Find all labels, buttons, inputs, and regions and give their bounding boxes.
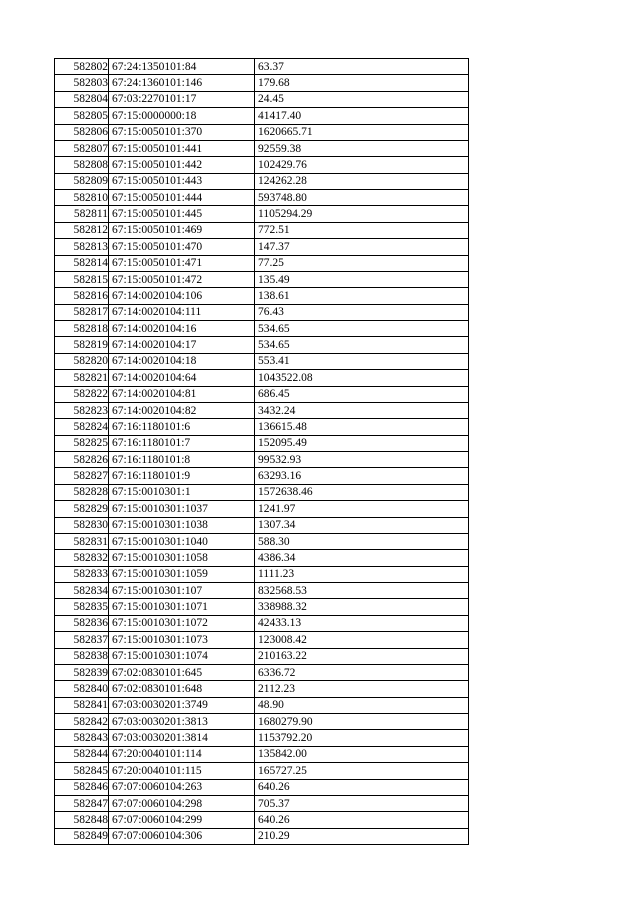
cadastral-number-cell: 67:15:0050101:469 (109, 222, 255, 238)
amount-cell: 1572638.46 (255, 484, 469, 500)
row-number-cell: 582809 (55, 173, 109, 189)
table-row (55, 550, 469, 566)
cadastral-number-cell: 67:15:0050101:472 (109, 271, 255, 287)
cadastral-number-cell: 67:14:0020104:16 (109, 321, 255, 337)
amount-cell: 24.45 (255, 91, 469, 107)
table-row (55, 321, 469, 337)
table-row (55, 828, 469, 844)
amount-cell: 179.68 (255, 75, 469, 91)
row-number-cell: 582804 (55, 91, 109, 107)
cadastral-number-cell: 67:15:0010301:1040 (109, 533, 255, 549)
table-row (55, 615, 469, 631)
row-number-cell: 582813 (55, 239, 109, 255)
row-number-cell: 582818 (55, 321, 109, 337)
cadastral-number-cell: 67:15:0000000:18 (109, 108, 255, 124)
row-number-cell: 582803 (55, 75, 109, 91)
cadastral-number-cell: 67:24:1360101:146 (109, 75, 255, 91)
amount-cell: 124262.28 (255, 173, 469, 189)
table-row (55, 255, 469, 271)
amount-cell: 92559.38 (255, 140, 469, 156)
amount-cell: 136615.48 (255, 419, 469, 435)
amount-cell: 42433.13 (255, 615, 469, 631)
table-row (55, 157, 469, 173)
table-row (55, 501, 469, 517)
amount-cell: 6336.72 (255, 664, 469, 680)
table-row (55, 452, 469, 468)
table-row (55, 304, 469, 320)
amount-cell: 705.37 (255, 795, 469, 811)
cadastral-number-cell: 67:15:0010301:1038 (109, 517, 255, 533)
row-number-cell: 582821 (55, 370, 109, 386)
amount-cell: 640.26 (255, 779, 469, 795)
cadastral-number-cell: 67:07:0060104:299 (109, 812, 255, 828)
table-row (55, 124, 469, 140)
amount-cell: 640.26 (255, 812, 469, 828)
row-number-cell: 582802 (55, 59, 109, 75)
amount-cell: 1241.97 (255, 501, 469, 517)
cadastral-number-cell: 67:14:0020104:18 (109, 353, 255, 369)
row-number-cell: 582840 (55, 681, 109, 697)
amount-cell: 123008.42 (255, 632, 469, 648)
table-row (55, 419, 469, 435)
amount-cell: 593748.80 (255, 190, 469, 206)
cadastral-number-cell: 67:15:0010301:1071 (109, 599, 255, 615)
row-number-cell: 582845 (55, 763, 109, 779)
table-row (55, 468, 469, 484)
amount-cell: 1111.23 (255, 566, 469, 582)
row-number-cell: 582820 (55, 353, 109, 369)
amount-cell: 102429.76 (255, 157, 469, 173)
cadastral-number-cell: 67:24:1350101:84 (109, 59, 255, 75)
row-number-cell: 582847 (55, 795, 109, 811)
cadastral-number-cell: 67:15:0050101:370 (109, 124, 255, 140)
amount-cell: 588.30 (255, 533, 469, 549)
table-row (55, 402, 469, 418)
cadastral-number-cell: 67:07:0060104:306 (109, 828, 255, 844)
amount-cell: 772.51 (255, 222, 469, 238)
amount-cell: 1680279.90 (255, 714, 469, 730)
amount-cell: 832568.53 (255, 583, 469, 599)
row-number-cell: 582827 (55, 468, 109, 484)
row-number-cell: 582830 (55, 517, 109, 533)
cadastral-number-cell: 67:16:1180101:7 (109, 435, 255, 451)
cadastral-number-cell: 67:15:0010301:107 (109, 583, 255, 599)
amount-cell: 138.61 (255, 288, 469, 304)
table-row (55, 714, 469, 730)
table-row (55, 288, 469, 304)
amount-cell: 63.37 (255, 59, 469, 75)
table-row (55, 75, 469, 91)
row-number-cell: 582810 (55, 190, 109, 206)
cadastral-number-cell: 67:15:0050101:441 (109, 140, 255, 156)
table-row (55, 140, 469, 156)
row-number-cell: 582833 (55, 566, 109, 582)
row-number-cell: 582842 (55, 714, 109, 730)
amount-cell: 147.37 (255, 239, 469, 255)
row-number-cell: 582815 (55, 271, 109, 287)
row-number-cell: 582835 (55, 599, 109, 615)
table-row (55, 812, 469, 828)
row-number-cell: 582843 (55, 730, 109, 746)
table-row (55, 599, 469, 615)
row-number-cell: 582834 (55, 583, 109, 599)
table-row (55, 779, 469, 795)
cadastral-number-cell: 67:15:0050101:471 (109, 255, 255, 271)
table-row (55, 517, 469, 533)
row-number-cell: 582839 (55, 664, 109, 680)
amount-cell: 2112.23 (255, 681, 469, 697)
row-number-cell: 582838 (55, 648, 109, 664)
cadastral-number-cell: 67:15:0010301:1 (109, 484, 255, 500)
table-row (55, 239, 469, 255)
cadastral-number-cell: 67:15:0010301:1059 (109, 566, 255, 582)
cadastral-number-cell: 67:02:0830101:648 (109, 681, 255, 697)
cadastral-number-cell: 67:14:0020104:111 (109, 304, 255, 320)
cadastral-number-cell: 67:14:0020104:82 (109, 402, 255, 418)
table-row (55, 664, 469, 680)
cadastral-number-cell: 67:14:0020104:17 (109, 337, 255, 353)
row-number-cell: 582817 (55, 304, 109, 320)
row-number-cell: 582811 (55, 206, 109, 222)
amount-cell: 1307.34 (255, 517, 469, 533)
amount-cell: 210163.22 (255, 648, 469, 664)
table-row (55, 566, 469, 582)
table-row (55, 484, 469, 500)
table-row (55, 370, 469, 386)
cadastral-number-cell: 67:15:0010301:1037 (109, 501, 255, 517)
row-number-cell: 582848 (55, 812, 109, 828)
table-row (55, 681, 469, 697)
table-row (55, 173, 469, 189)
amount-cell: 3432.24 (255, 402, 469, 418)
amount-cell: 165727.25 (255, 763, 469, 779)
table-row (55, 632, 469, 648)
amount-cell: 1620665.71 (255, 124, 469, 140)
cadastral-number-cell: 67:03:0030201:3813 (109, 714, 255, 730)
amount-cell: 77.25 (255, 255, 469, 271)
cadastral-number-cell: 67:02:0830101:645 (109, 664, 255, 680)
row-number-cell: 582812 (55, 222, 109, 238)
table-body (55, 59, 469, 845)
cadastral-number-cell: 67:16:1180101:8 (109, 452, 255, 468)
row-number-cell: 582831 (55, 533, 109, 549)
row-number-cell: 582832 (55, 550, 109, 566)
row-number-cell: 582808 (55, 157, 109, 173)
cadastral-number-cell: 67:14:0020104:106 (109, 288, 255, 304)
cadastral-number-cell: 67:14:0020104:81 (109, 386, 255, 402)
amount-cell: 41417.40 (255, 108, 469, 124)
table-row (55, 353, 469, 369)
table-row (55, 108, 469, 124)
amount-cell: 1153792.20 (255, 730, 469, 746)
cadastral-number-cell: 67:15:0050101:442 (109, 157, 255, 173)
row-number-cell: 582837 (55, 632, 109, 648)
cadastral-number-cell: 67:16:1180101:9 (109, 468, 255, 484)
table-row (55, 190, 469, 206)
cadastral-number-cell: 67:07:0060104:298 (109, 795, 255, 811)
cadastral-number-cell: 67:15:0050101:444 (109, 190, 255, 206)
table-row (55, 763, 469, 779)
cadastral-number-cell: 67:20:0040101:115 (109, 763, 255, 779)
table-row (55, 271, 469, 287)
table-row (55, 648, 469, 664)
cadastral-number-cell: 67:03:2270101:17 (109, 91, 255, 107)
row-number-cell: 582841 (55, 697, 109, 713)
row-number-cell: 582844 (55, 746, 109, 762)
table-row (55, 386, 469, 402)
amount-cell: 76.43 (255, 304, 469, 320)
amount-cell: 1105294.29 (255, 206, 469, 222)
amount-cell: 338988.32 (255, 599, 469, 615)
data-table (54, 58, 469, 845)
row-number-cell: 582806 (55, 124, 109, 140)
row-number-cell: 582836 (55, 615, 109, 631)
table-row (55, 435, 469, 451)
amount-cell: 63293.16 (255, 468, 469, 484)
table-row (55, 730, 469, 746)
row-number-cell: 582825 (55, 435, 109, 451)
cadastral-number-cell: 67:03:0030201:3814 (109, 730, 255, 746)
row-number-cell: 582828 (55, 484, 109, 500)
amount-cell: 534.65 (255, 337, 469, 353)
amount-cell: 48.90 (255, 697, 469, 713)
cadastral-number-cell: 67:15:0010301:1073 (109, 632, 255, 648)
cadastral-number-cell: 67:15:0050101:470 (109, 239, 255, 255)
row-number-cell: 582807 (55, 140, 109, 156)
row-number-cell: 582846 (55, 779, 109, 795)
table-row (55, 337, 469, 353)
row-number-cell: 582805 (55, 108, 109, 124)
cadastral-number-cell: 67:15:0010301:1074 (109, 648, 255, 664)
table-row (55, 746, 469, 762)
table-row (55, 697, 469, 713)
row-number-cell: 582814 (55, 255, 109, 271)
row-number-cell: 582822 (55, 386, 109, 402)
table-row (55, 583, 469, 599)
table-row (55, 206, 469, 222)
cadastral-number-cell: 67:15:0010301:1072 (109, 615, 255, 631)
cadastral-number-cell: 67:14:0020104:64 (109, 370, 255, 386)
amount-cell: 135842.00 (255, 746, 469, 762)
amount-cell: 1043522.08 (255, 370, 469, 386)
cadastral-number-cell: 67:16:1180101:6 (109, 419, 255, 435)
cadastral-number-cell: 67:07:0060104:263 (109, 779, 255, 795)
cadastral-number-cell: 67:15:0010301:1058 (109, 550, 255, 566)
table-row (55, 795, 469, 811)
amount-cell: 4386.34 (255, 550, 469, 566)
amount-cell: 686.45 (255, 386, 469, 402)
amount-cell: 210.29 (255, 828, 469, 844)
table-row (55, 533, 469, 549)
row-number-cell: 582826 (55, 452, 109, 468)
row-number-cell: 582819 (55, 337, 109, 353)
amount-cell: 534.65 (255, 321, 469, 337)
amount-cell: 553.41 (255, 353, 469, 369)
table-row (55, 91, 469, 107)
amount-cell: 135.49 (255, 271, 469, 287)
amount-cell: 152095.49 (255, 435, 469, 451)
cadastral-number-cell: 67:15:0050101:443 (109, 173, 255, 189)
row-number-cell: 582829 (55, 501, 109, 517)
row-number-cell: 582849 (55, 828, 109, 844)
table-row (55, 59, 469, 75)
cadastral-number-cell: 67:03:0030201:3749 (109, 697, 255, 713)
cadastral-number-cell: 67:20:0040101:114 (109, 746, 255, 762)
amount-cell: 99532.93 (255, 452, 469, 468)
row-number-cell: 582823 (55, 402, 109, 418)
table-row (55, 222, 469, 238)
cadastral-number-cell: 67:15:0050101:445 (109, 206, 255, 222)
row-number-cell: 582816 (55, 288, 109, 304)
row-number-cell: 582824 (55, 419, 109, 435)
